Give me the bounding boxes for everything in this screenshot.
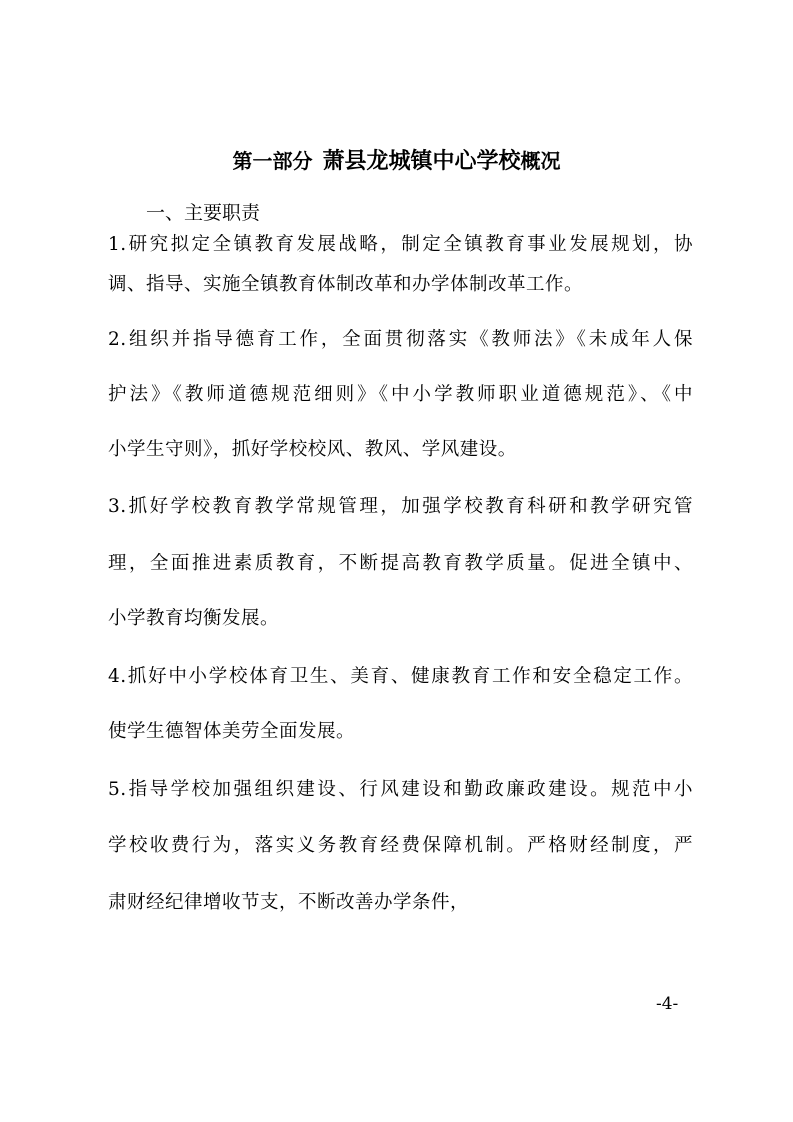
duty-2-line-2: 护法》《教师道德规范细则》《中小学教师职业道德规范》、《中 xyxy=(108,384,693,405)
duty-1-line-2: 调、指导、实施全镇教育体制改革和办学体制改革工作。 xyxy=(108,274,584,295)
duty-3-line-1: 3.抓好学校教育教学常规管理，加强学校教育科研和教学研究管 xyxy=(108,496,693,517)
section-heading: 一、主要职责 xyxy=(146,202,261,224)
duty-5-line-2: 学校收费行为，落实义务教育经费保障机制。严格财经制度，严 xyxy=(108,835,693,856)
duty-4-line-2: 使学生德智体美劳全面发展。 xyxy=(108,721,356,742)
duty-4-line-1: 4.抓好中小学校体育卫生、美育、健康教育工作和安全稳定工作。 xyxy=(108,666,693,687)
duty-5-line-1: 5.指导学校加强组织建设、行风建设和勤政廉政建设。规范中小 xyxy=(108,779,693,800)
title-prefix: 第一部分 xyxy=(232,149,313,173)
page-title xyxy=(0,146,793,177)
duty-2-line-1: 2.组织并指导德育工作，全面贯彻落实《教师法》《未成年人保 xyxy=(108,329,693,350)
page-number: -4- xyxy=(656,994,679,1014)
duty-3-line-3: 小学教育均衡发展。 xyxy=(108,608,280,629)
duty-3-line-2: 理，全面推进素质教育，不断提高教育教学质量。促进全镇中、 xyxy=(108,553,693,574)
title-suffix: 概况 xyxy=(520,149,561,173)
duty-2-line-3: 小学生守则》，抓好学校校风、教风、学风建设。 xyxy=(108,439,517,460)
duty-5-line-3: 肃财经纪律增收节支，不断改善办学条件， xyxy=(108,892,470,913)
duty-1-line-1: 1.研究拟定全镇教育发展战略，制定全镇教育事业发展规划，协 xyxy=(108,234,693,255)
title-school-name: 萧县龙城镇中心学校 xyxy=(322,149,521,174)
